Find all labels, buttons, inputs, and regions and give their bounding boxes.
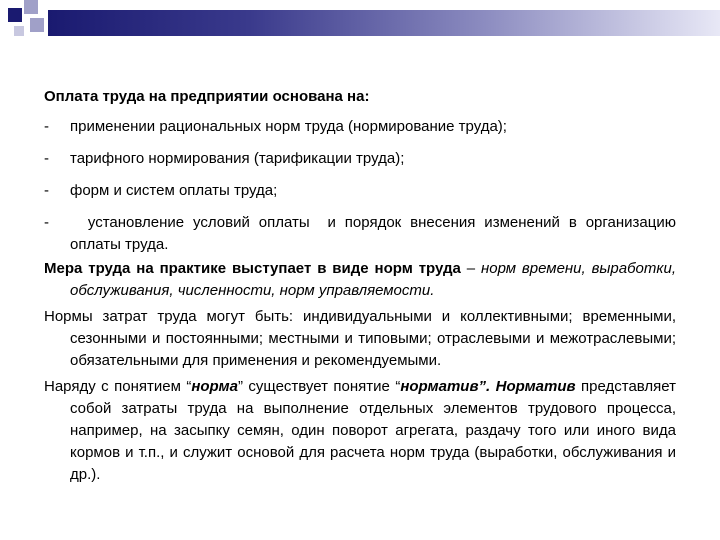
header-gradient-bar xyxy=(48,10,720,36)
labor-measure-dash: – xyxy=(460,260,481,277)
normative-text-2: ” существует понятие “ xyxy=(237,378,401,395)
paragraph-normative xyxy=(44,376,676,486)
bullet-mark: - xyxy=(44,150,49,167)
slide-heading: Оплата труда на предприятии основана на: xyxy=(44,88,370,105)
labor-measure-bold: Мера труда на практике выступает в виде норм труда xyxy=(44,260,461,277)
paragraph-norm-types: Нормы затрат труда могут быть: индивидуальными и коллективными; временными, сезонными и постоянными; местными и типовыми; отраслевыми и межотраслевыми; обязательными для применения и рекомендуемыми. xyxy=(44,308,676,369)
bullet-mark: - xyxy=(44,214,49,231)
deco-square-2 xyxy=(24,0,38,14)
normative-text-3: представляет собой затраты труда на выполнение отдельных элементов трудового процесса, например, на засыпку семян, один поворот агрегата, раздачу того или иного вида кормов и т.п., и служит основой для расчета норм труда (выработки, обслуживания и др.). xyxy=(70,378,677,483)
normative-term-normativ: норматив”. Норматив xyxy=(400,378,576,395)
bullet-item xyxy=(44,116,676,138)
bullet-text: применении рациональных норм труда (нормирование труда); xyxy=(70,118,507,135)
normative-text-1: Наряду с понятием “ xyxy=(44,378,192,395)
bullet-text: форм и систем оплаты труда; xyxy=(70,182,278,199)
bullet-mark: - xyxy=(44,182,49,199)
bullet-text: установление условий оплаты и порядок внесения изменений в организацию оплаты труда. xyxy=(70,214,681,253)
bullet-text: тарифного нормирования (тарификации труда); xyxy=(70,150,405,167)
deco-square-3 xyxy=(30,18,44,32)
normative-term-norma: норма xyxy=(191,378,238,395)
bullet-item xyxy=(44,148,676,170)
paragraph-labor-measure xyxy=(44,258,676,302)
deco-square-1 xyxy=(8,8,22,22)
labor-measure-italic: норм времени, выработки, обслуживания, численности, норм управляемости. xyxy=(70,260,676,299)
bullet-mark: - xyxy=(44,118,49,135)
bullet-item xyxy=(44,212,681,256)
slide-content xyxy=(44,86,681,490)
deco-square-4 xyxy=(14,26,24,36)
bullet-item xyxy=(44,180,676,202)
